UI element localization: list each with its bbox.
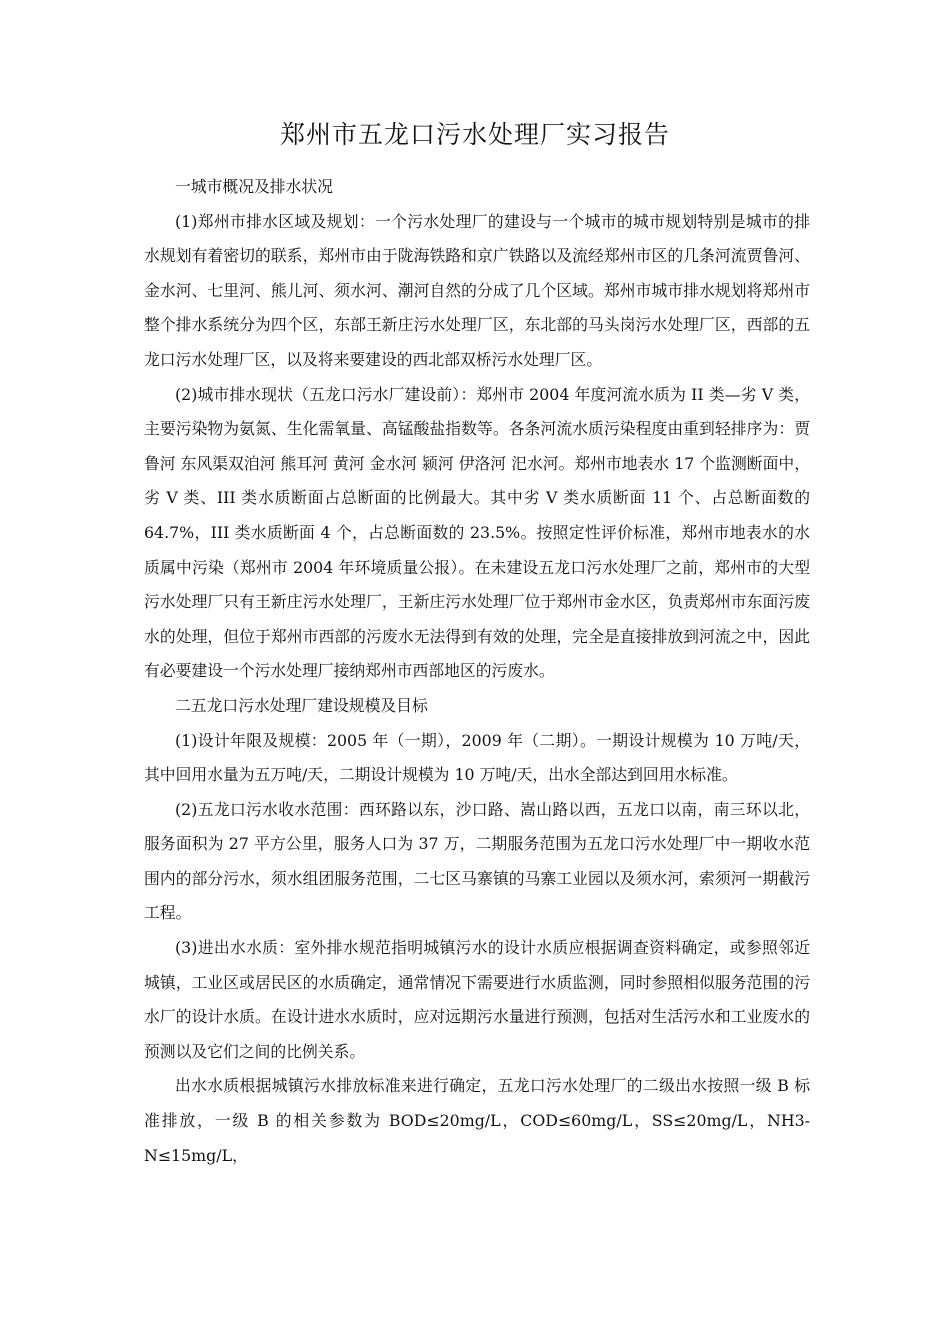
paragraph-drainage-zoning: (1)郑州市排水区域及规划：一个污水处理厂的建设与一个城市的城市规划特别是城市的排水规划有着密切的联系，郑州市由于陇海铁路和京广铁路以及流经郑州市区的几条河流贾鲁河、金水河、七里河、熊儿河、须水河、潮河自然的分成了几个区域。郑州市城市排水规划将郑州市整个排水系统分为四个区，东部王新庄污水处理厂区，东北部的马头岗污水处理厂区，西部的五龙口污水处理厂区，以及将来要建设的西北部双桥污水处理厂区。 (144, 211, 810, 369)
section-heading-2: 二五龙口污水处理厂建设规模及目标 (175, 695, 428, 715)
section-heading-1: 一城市概况及排水状况 (175, 177, 333, 196)
paragraph-water-quality: (3)进出水水质：室外排水规范指明城镇污水的设计水质应根据调查资料确定，或参照邻近城镇，工业区或居民区的水质确定，通常情况下需要进行水质监测，同时参照相似服务范围的污水厂的设计水质。在设计进水水质时，应对远期污水量进行预测，包括对生活污水和工业废水的预测以及它们之间的比例关系。 (144, 938, 810, 1061)
document-body (144, 170, 810, 1173)
document-title: 郑州市五龙口污水处理厂实习报告 (279, 120, 670, 149)
paragraph-drainage-status: (2)城市排水现状（五龙口污水厂建设前）：郑州市 2004 年度河流水质为 II 类—劣 V 类，主要污染物为氨氮、生化需氧量、高锰酸盐指数等。各条河流水质污染程度由重到轻排序为：贾鲁河 东风渠双洎河 熊耳河 黄河 金水河 颍河 伊洛河 汜水河。郑州市地表水 17 个监测断面中，劣 V 类、III 类水质断面占总断面的比例最大。其中劣 V 类水质断面 11 个、占总断面数的 64.7%，III 类水质断面 4 个，占总断面数的 23.5%。按照定性评价标准，郑州市地表水的水质属中污染（郑州市 2004 年环境质量公报）。在未建设五龙口污水处理厂之前，郑州市的大型污水处理厂只有王新庄污水处理厂，王新庄污水处理厂位于郑州市金水区，负责郑州市东面污废水的处理，但位于郑州市西部的污废水无法得到有效的处理，完全是直接排放到河流之中，因此有必要建设一个污水处理厂接纳郑州市西部地区的污废水。 (144, 384, 810, 681)
paragraph-service-area: (2)五龙口污水收水范围：西环路以东，沙口路、嵩山路以西，五龙口以南，南三环以北，服务面积为 27 平方公里，服务人口为 37 万，二期服务范围为五龙口污水处理厂中一期收水范围内的部分污水，须水组团服务范围，二七区马寨镇的马寨工业园以及须水河，索须河一期截污工程。 (144, 799, 810, 923)
paragraph-design-scale: (1)设计年限及规模：2005 年（一期），2009 年（二期）。一期设计规模为 10 万吨/天，其中回用水量为五万吨/天，二期设计规模为 10 万吨/天，出水全部达到回用水标准。 (144, 730, 810, 785)
paragraph-effluent-standard: 出水水质根据城镇污水排放标准来进行确定，五龙口污水处理厂的二级出水按照一级 B 标准排放，一级 B 的相关参数为 BOD≤20mg/L，COD≤60mg/L，SS≤20mg/L，NH3-N≤15mg/L， (144, 1076, 810, 1165)
